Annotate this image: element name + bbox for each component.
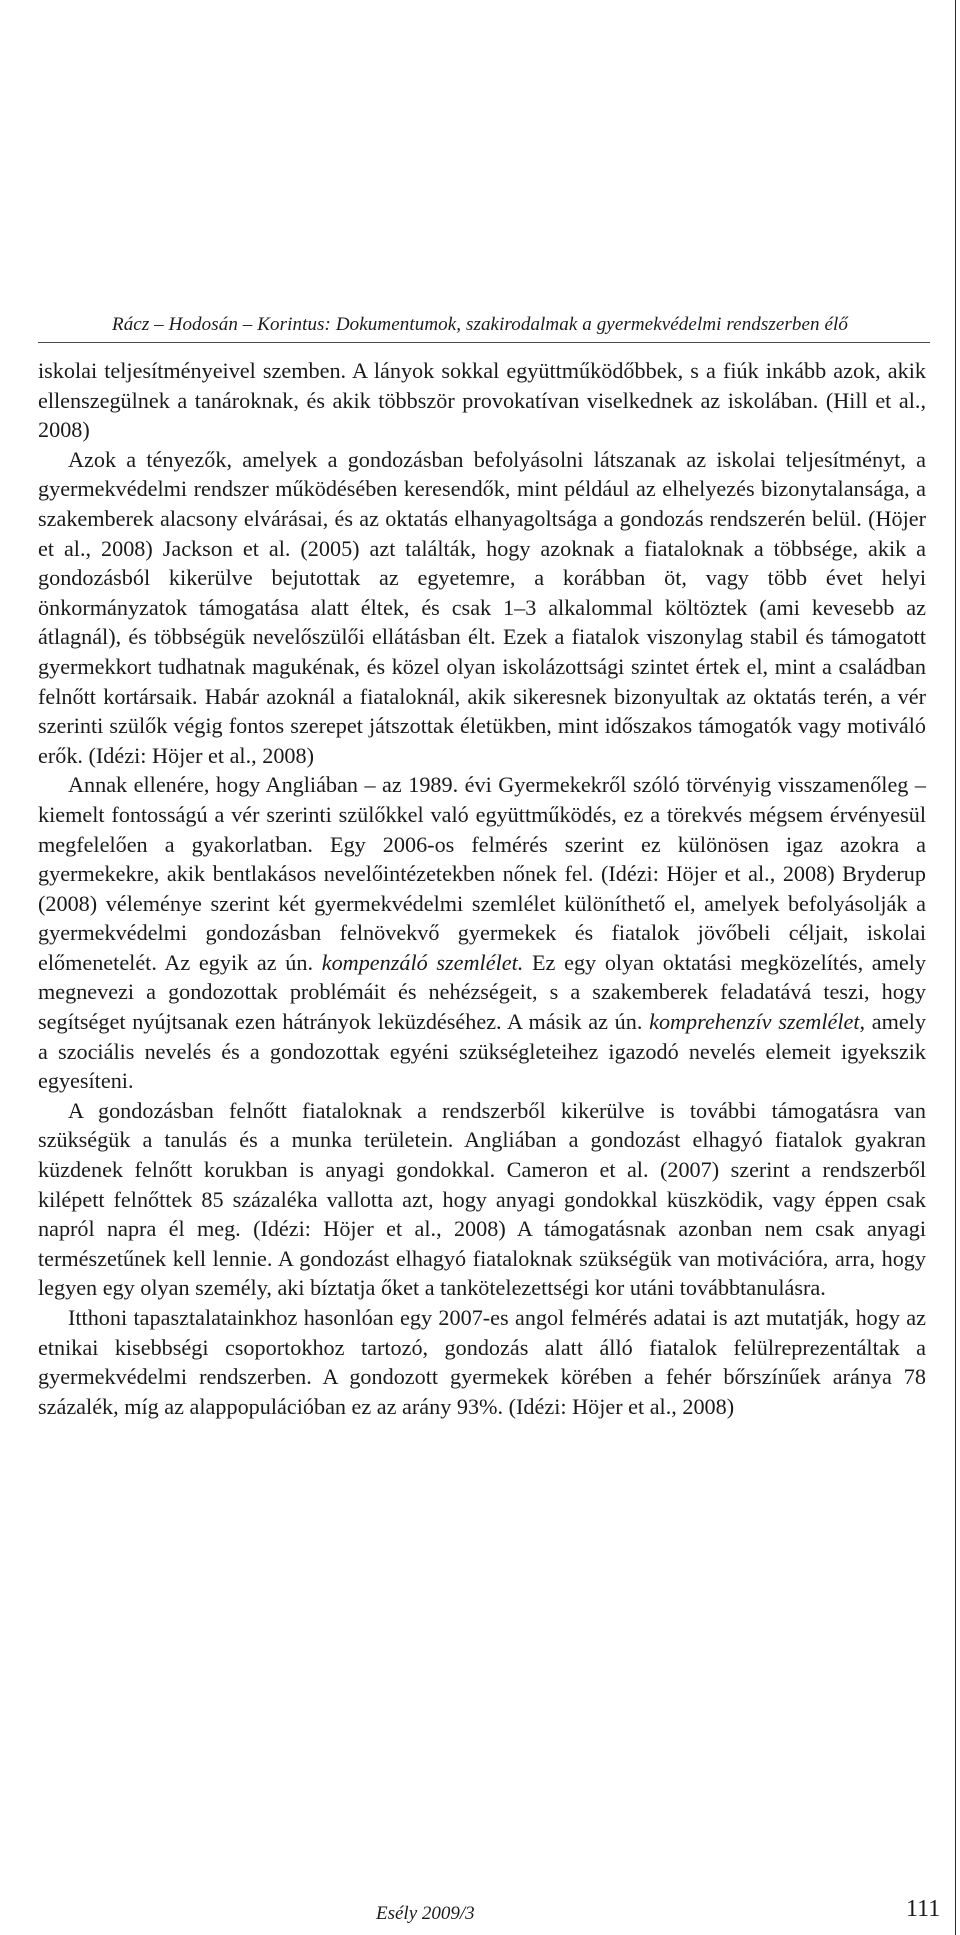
term-komprehenziv: komprehenzív szemlélet [649,1009,860,1035]
footer-journal-title: Esély 2009/3 [376,1903,475,1924]
body-text [38,356,926,1421]
header-rule [38,342,930,343]
paragraph-3-part-c: , amely a szociális nevelés és a gondozottak egyéni szükségleteihez igazodó nevelés elemeit igyekszik egyesíteni. [38,1009,926,1094]
paragraph-3-part-a: Annak ellenére, hogy Angliában – az 1989. évi Gyermekekről szóló törvényig visszamenőleg – kiemelt fontosságú a vér szerinti szülőkkel való együttműködés, ez a törekvés mégsem érvényesül megfelelően a gyakorlatban. Egy 2006-os felmérés szerint ez különösen igaz azokra a gyermekekre, akik bentlakásos nevelőintézetekben nőnek fel. (Idézi: Höjer et al., 2008) Bryderup (2008) véleménye szerint két gyermekvédelmi szemlélet különíthető el, amelyek befolyásolják a gyermekvédelmi gondozásban felnövekvő gyermekek és fiatalok jövőbeli céljait, iskolai előmenetelét. Az egyik az ún. [38,772,926,975]
paragraph-3-part-b: Ez egy olyan oktatási megközelítés, amely megnevezi a gondozottak problémáit és nehézségeit, s a szakemberek feladatává teszi, hogy segítséget nyújtsanak ezen hátrányok leküzdéséhez. A másik az ún. [38,949,927,1035]
paragraph-4: A gondozásban felnőtt fiataloknak a rendszerből kikerülve is további támogatásra van szükségük a tanulás és a munka területein. Angliában a gondozást elhagyó fiatalok gyakran küzdenek felnőtt korukban is anyagi gondokkal. Cameron et al. (2007) szerint a rendszerből kilépett felnőttek 85 százaléka vallotta azt, hogy anyagi gondokkal küszködik, vagy éppen csak napról napra él meg. (Idézi: Höjer et al., 2008) A támogatásnak azonban nem csak anyagi természetűnek kell lennie. A gondozást elhagyó fiataloknak szükségük van motivációra, arra, hogy legyen egy olyan személy, aki bíztatja őket a tankötelezettségi kor utáni továbbtanulásra. [38,1097,926,1301]
paragraph-5: Itthoni tapasztalatainkhoz hasonlóan egy 2007-es angol felmérés adatai is azt mutatják, hogy az etnikai kisebbségi csoportokhoz tartozó, gondozás alatt álló fiatalok felülreprezentáltak a gyermekvédelmi rendszerben. A gondozott gyermekek körében a fehér bőrszínűek aránya 78 százalék, míg az alappopulációban ez az arány 93%. (Idézi: Höjer et al., 2008) [38,1305,926,1419]
paragraph-1: iskolai teljesítményeivel szemben. A lányok sokkal együttműködőbbek, s a fiúk inkább azok, akik ellenszegülnek a tanároknak, és akik többször provokatívan viselkednek az iskolában. (Hill et al., 2008) [38,358,926,443]
page-number: 111 [906,1896,941,1922]
term-kompenzalo: kompenzáló szemlélet. [321,949,524,975]
paragraph-2: Azok a tényezők, amelyek a gondozásban befolyásolni látszanak az iskolai teljesítményt, a gyermekvédelmi rendszer működésében keresendők, mint például az elhelyezés bizonytalansága, a szakemberek alacsony elvárásai, és az oktatás elhanyagoltsága a gondozás rendszerén belül. (Höjer et al., 2008) Jackson et al. (2005) azt találták, hogy azoknak a fiataloknak a többsége, akik a gondozásból kikerülve bejutottak az egyetemre, a korábban öt, vagy több évet helyi önkormányzatok támogatása alatt éltek, és csak 1–3 alkalommal költöztek (ami kevesebb az átlagnál), és többségük nevelőszülői ellátásban élt. Ezek a fiatalok viszonylag stabil és támogatott gyermekkort tudhatnak magukénak, és közel olyan iskolázottsági szintet értek el, mint a családban felnőtt kortársaik. Habár azoknál a fiataloknál, akik sikeresnek bizonyultak az oktatás terén, a vér szerinti szülők végig fontos szerepet játszottak életükben, mint időszakos támogatók vagy motiváló erők. (Idézi: Höjer et al., 2008) [38,446,926,768]
page-edge-line [955,0,956,1935]
running-header: Rácz – Hodosán – Korintus: Dokumentumok, szakirodalmak a gyermekvédelmi rendszerben élő [111,314,848,335]
paragraph-3 [38,770,926,1096]
